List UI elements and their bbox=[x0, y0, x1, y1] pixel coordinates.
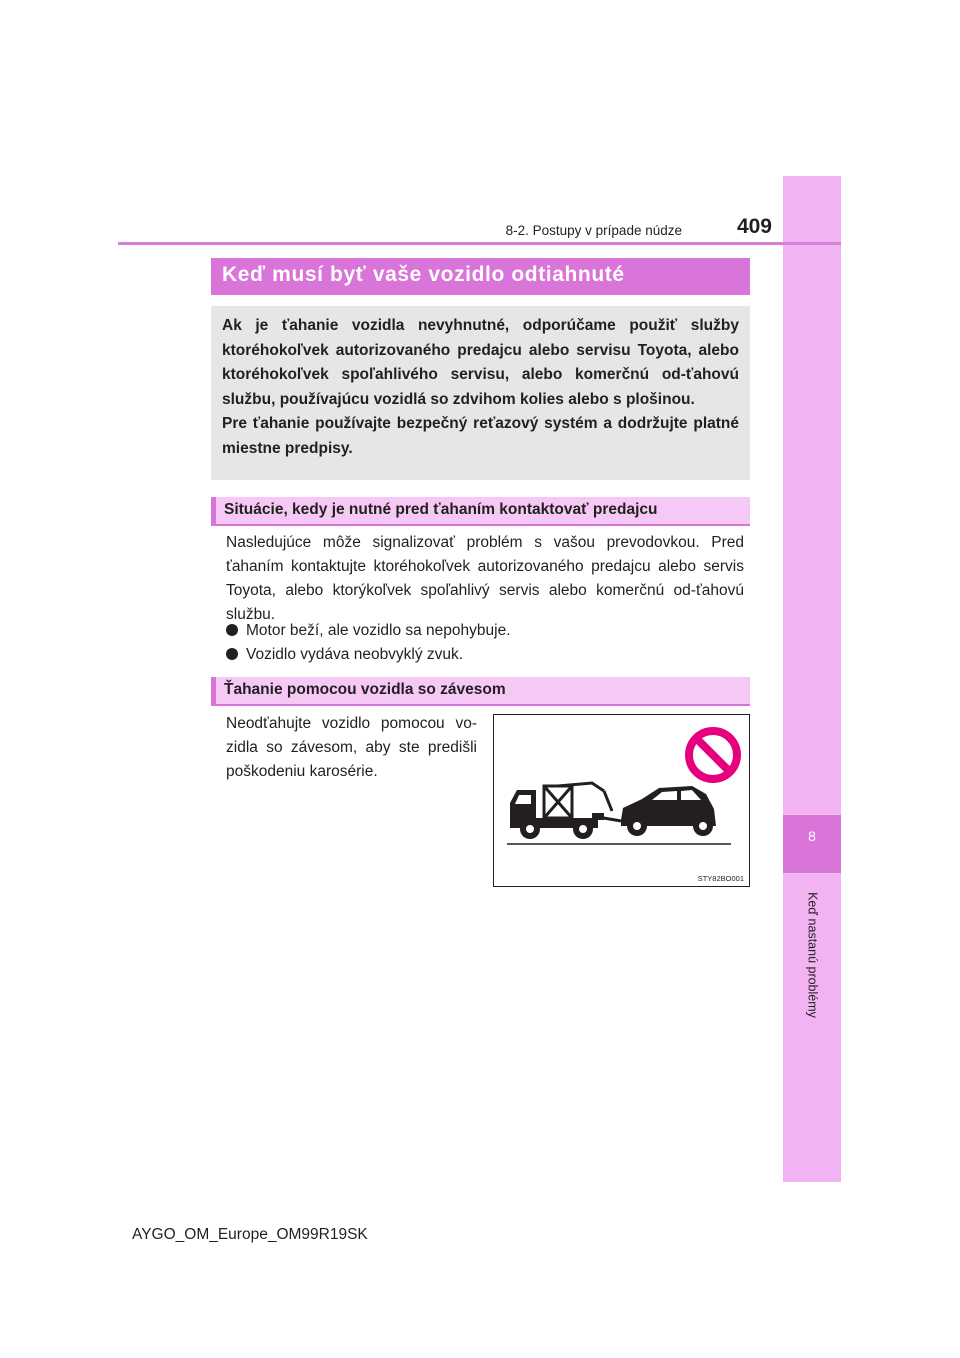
header-section-title: 8-2. Postupy v prípade núdze bbox=[505, 223, 682, 238]
header-divider bbox=[118, 242, 841, 245]
list-item-text: Motor beží, ale vozidlo sa nepohybuje. bbox=[246, 622, 511, 639]
section1-paragraph: Nasledujúce môže signalizovať problém s vašou prevodovkou. Pred ťahaním kontaktujte ktoréhokoľvek autorizovaného predajcu alebo servis Toyota, alebo ktorýkoľvek spoľahlivý servis alebo komerčnú od-ťahovú službu. bbox=[226, 534, 744, 623]
chapter-sidebar bbox=[783, 176, 841, 1182]
section-heading-contact-dealer bbox=[211, 497, 750, 526]
intro-paragraph-2: Pre ťahanie používajte bezpečný reťazový systém a dodržujte platné miestne predpisy. bbox=[222, 415, 739, 457]
prohibition-icon bbox=[689, 731, 737, 779]
section2-paragraph: Neodťahujte vozidlo pomocou vo-zidla so závesom, aby ste predišli poškodeniu karosérie. bbox=[226, 715, 477, 780]
chapter-title: Keď nastanú problémy bbox=[805, 892, 820, 1018]
illustration-code: STY82BO001 bbox=[697, 874, 744, 883]
bullet-icon bbox=[226, 624, 238, 636]
section-heading-text: Ťahanie pomocou vozidla so závesom bbox=[224, 681, 506, 698]
section-heading-sling-towing bbox=[211, 677, 750, 706]
chapter-number: 8 bbox=[808, 828, 816, 844]
section-heading-text: Situácie, kedy je nutné pred ťahaním kontaktovať predajcu bbox=[224, 501, 658, 518]
footer-doc-id: AYGO_OM_Europe_OM99R19SK bbox=[132, 1226, 368, 1243]
page-title: Keď musí byť vaše vozidlo odtiahnuté bbox=[222, 263, 625, 286]
bullet-icon bbox=[226, 648, 238, 660]
intro-box bbox=[211, 306, 750, 480]
car-icon bbox=[621, 786, 716, 836]
list-item bbox=[226, 619, 511, 643]
chapter-tab[interactable] bbox=[783, 815, 841, 873]
intro-paragraph-1: Ak je ťahanie vozidla nevyhnutné, odporúčame použiť služby ktoréhokoľvek autorizovaného predajcu alebo servisu Toyota, alebo ktoréhokoľvek spoľahlivého servisu, alebo komerčnú od-ťahovú službu, používajúcu vozidlá so zdvihom kolies alebo s plošinou. bbox=[222, 317, 739, 408]
page-number: 409 bbox=[736, 215, 772, 238]
tow-truck-icon bbox=[510, 783, 621, 839]
list-item-text: Vozidlo vydáva neobvyklý zvuk. bbox=[246, 646, 464, 663]
list-item bbox=[226, 643, 463, 667]
towing-illustration bbox=[493, 714, 750, 887]
